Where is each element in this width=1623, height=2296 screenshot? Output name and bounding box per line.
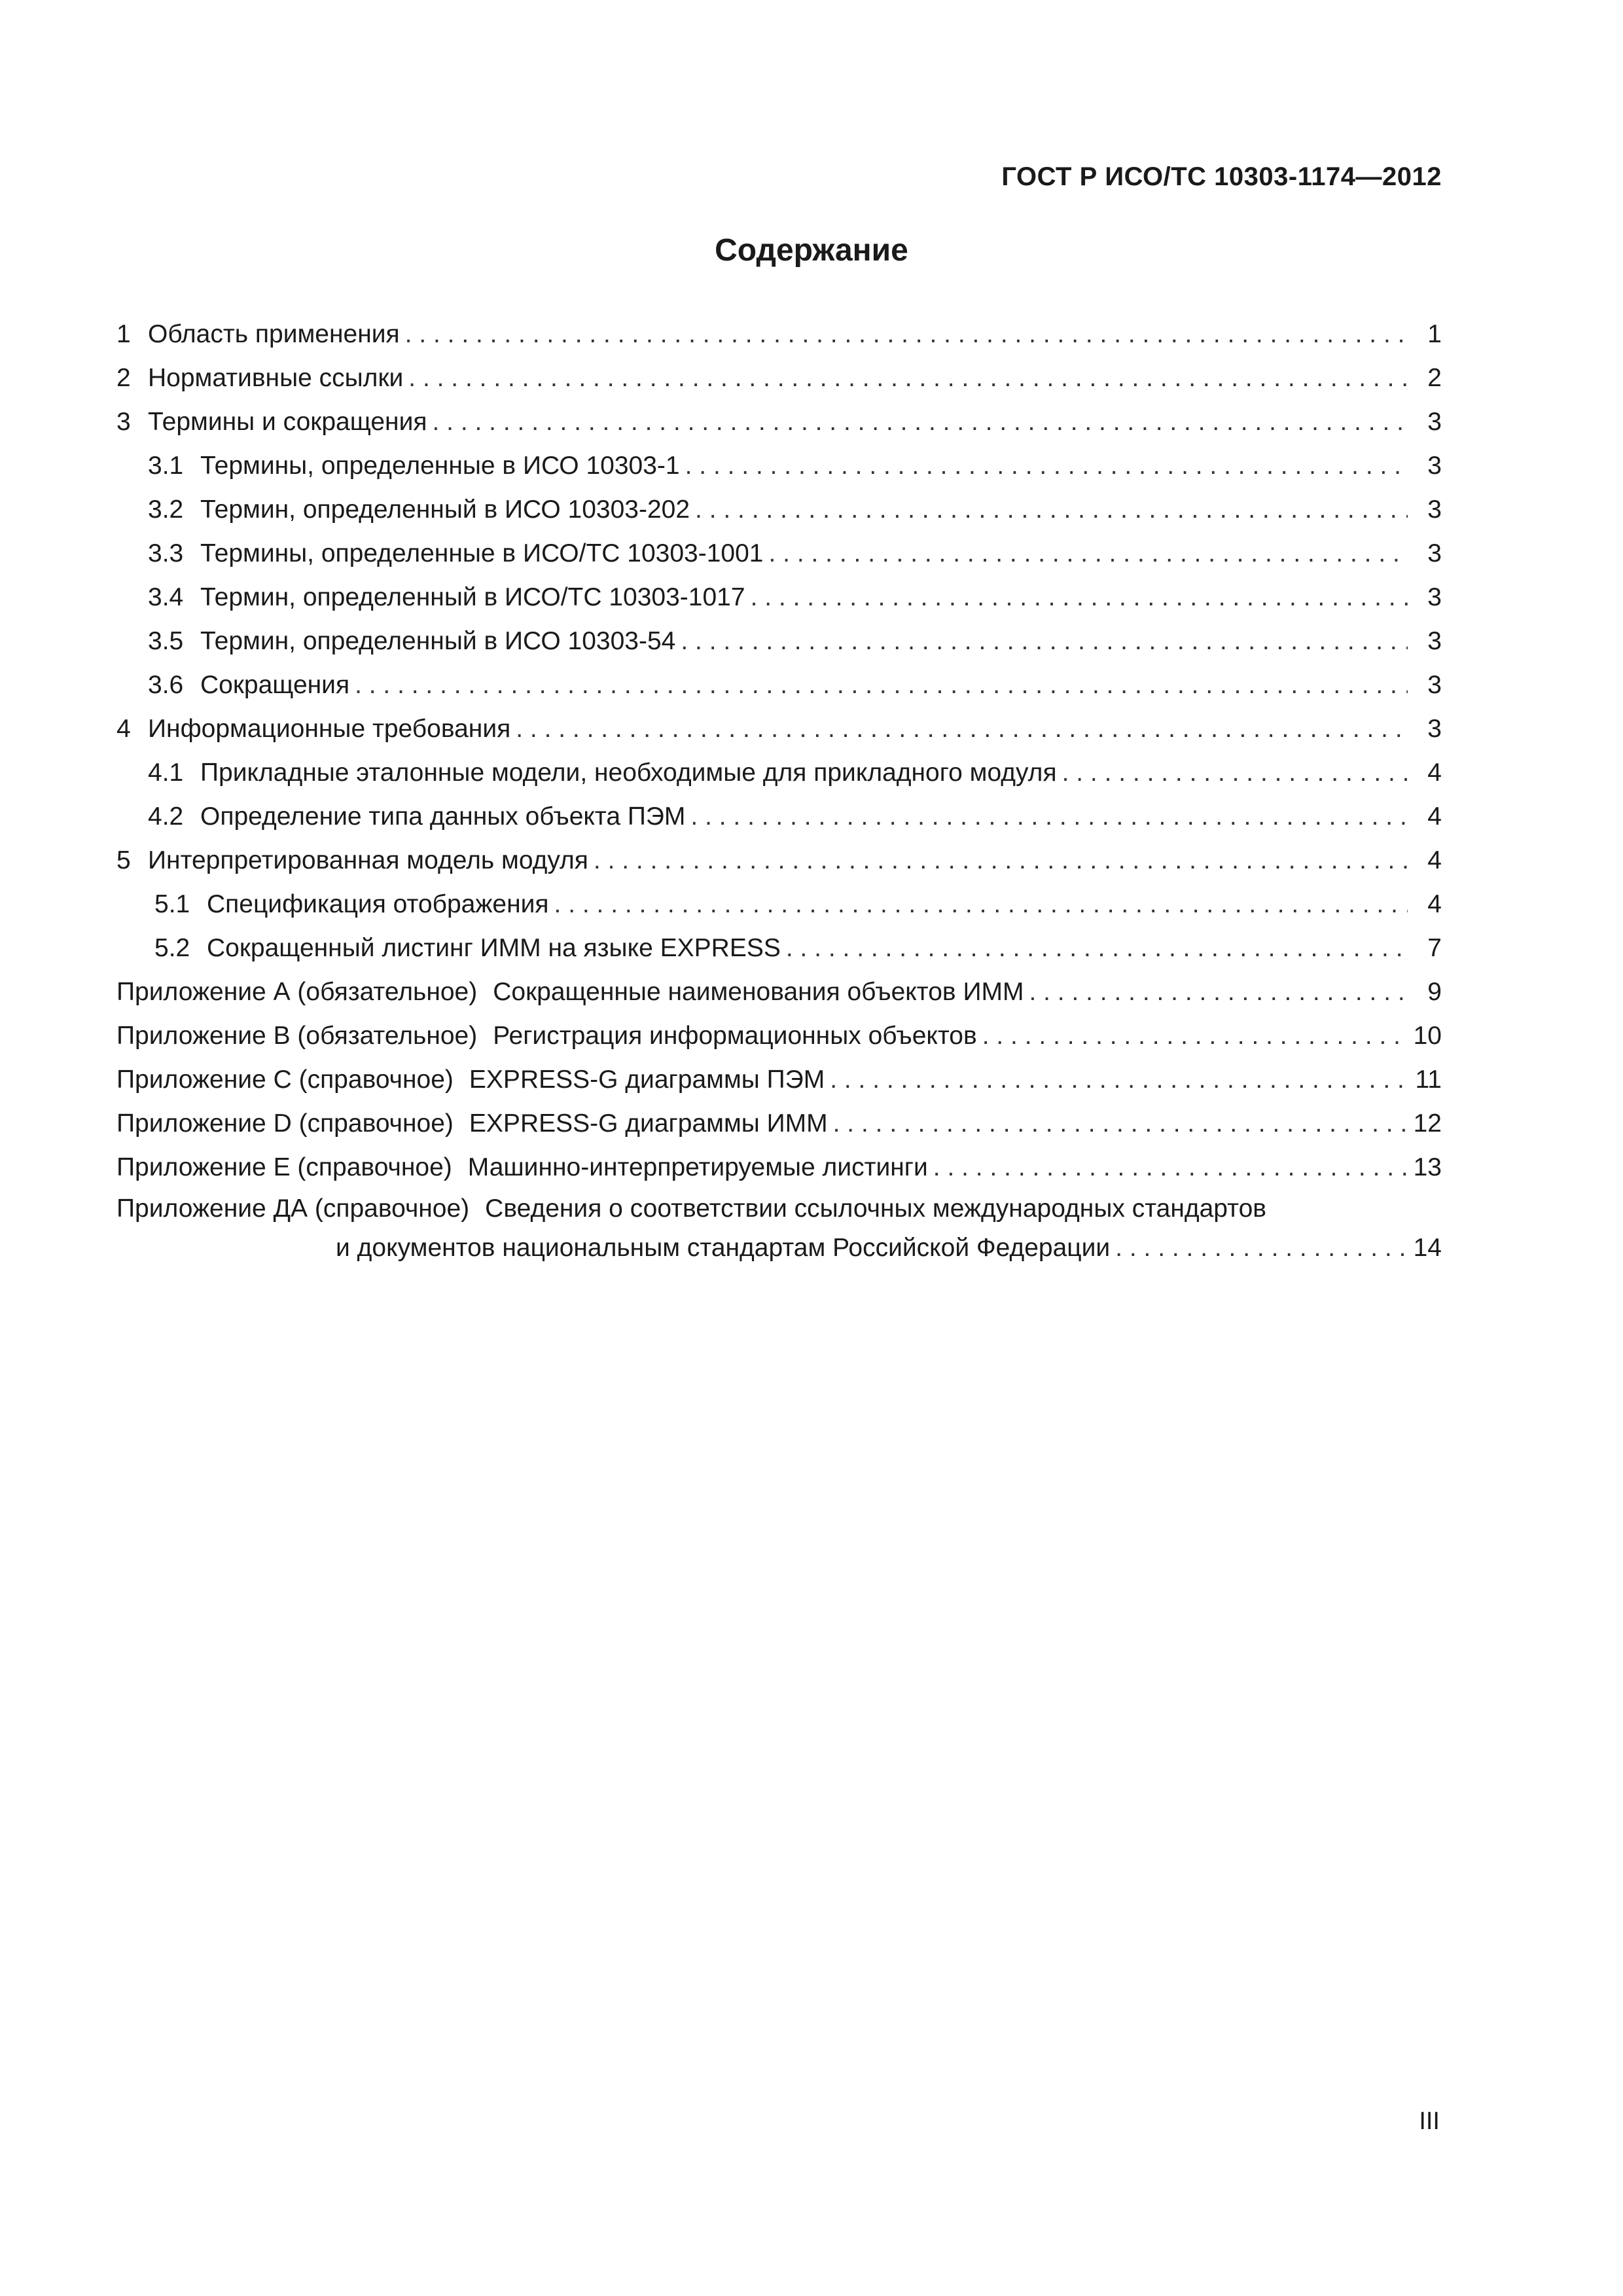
toc-entry-label: Сокращенный листинг ИММ на языке EXPRESS bbox=[207, 934, 781, 962]
toc-entry-number: 5.2 bbox=[154, 934, 190, 962]
toc-leader-dots bbox=[685, 444, 1408, 488]
toc-entry-3-1[interactable] bbox=[116, 444, 1442, 488]
toc-leader-dots bbox=[982, 1014, 1408, 1058]
toc-entry-number: 5 bbox=[116, 846, 131, 874]
toc-entry-page: 4 bbox=[1427, 846, 1442, 874]
toc-entry-5-2[interactable] bbox=[116, 926, 1442, 970]
toc-entry-label: Спецификация отображения bbox=[207, 890, 549, 918]
appendix-label: Сокращенные наименования объектов ИММ bbox=[493, 978, 1024, 1006]
table-of-contents bbox=[116, 312, 1442, 1268]
toc-entry-number: 4.2 bbox=[148, 802, 184, 831]
toc-entry-page: 13 bbox=[1413, 1153, 1442, 1181]
toc-entry-page: 3 bbox=[1427, 627, 1442, 655]
appendix-kind: Приложение В (обязательное) bbox=[116, 1022, 478, 1050]
toc-entry-page: 12 bbox=[1413, 1109, 1442, 1138]
toc-entry-label: Определение типа данных объекта ПЭМ bbox=[200, 802, 686, 831]
toc-entry-label: Термин, определенный в ИСО 10303-54 bbox=[200, 627, 676, 655]
toc-entry-label: Прикладные эталонные модели, необходимые для прикладного модуля bbox=[200, 759, 1057, 787]
toc-entry-page: 10 bbox=[1413, 1022, 1442, 1050]
appendix-label: Регистрация информационных объектов bbox=[493, 1022, 977, 1050]
toc-leader-dots bbox=[405, 312, 1408, 356]
toc-entry-number: 3.3 bbox=[148, 539, 184, 567]
toc-entry-number: 3.4 bbox=[148, 583, 184, 611]
toc-leader-dots bbox=[769, 531, 1408, 575]
appendix-label: EXPRESS-G диаграммы ИММ bbox=[469, 1109, 828, 1138]
toc-entry-page: 4 bbox=[1427, 802, 1442, 831]
toc-leader-dots bbox=[933, 1145, 1408, 1189]
toc-leader-dots bbox=[1115, 1229, 1408, 1268]
toc-appendix-da-line1[interactable] bbox=[116, 1189, 1442, 1229]
toc-entry-page: 3 bbox=[1427, 671, 1442, 699]
toc-leader-dots bbox=[433, 400, 1408, 444]
toc-entry-page: 4 bbox=[1427, 759, 1442, 787]
toc-leader-dots bbox=[681, 619, 1408, 663]
toc-appendix-e[interactable] bbox=[116, 1145, 1442, 1189]
toc-entry-1[interactable] bbox=[116, 312, 1442, 356]
toc-entry-page: 7 bbox=[1427, 934, 1442, 962]
toc-leader-dots bbox=[355, 663, 1408, 707]
toc-entry-page: 14 bbox=[1413, 1234, 1442, 1262]
toc-entry-3-2[interactable] bbox=[116, 488, 1442, 531]
toc-leader-dots bbox=[830, 1058, 1408, 1102]
toc-entry-page: 3 bbox=[1427, 583, 1442, 611]
appendix-kind: Приложение А (обязательное) bbox=[116, 978, 478, 1006]
toc-title: Содержание bbox=[715, 233, 908, 268]
toc-entry-5[interactable] bbox=[116, 838, 1442, 882]
toc-entry-label: Область применения bbox=[148, 320, 400, 348]
toc-entry-4-2[interactable] bbox=[116, 795, 1442, 838]
toc-appendix-da-line2[interactable] bbox=[116, 1229, 1442, 1268]
toc-entry-number: 3.1 bbox=[148, 452, 184, 480]
toc-entry-4-1[interactable] bbox=[116, 751, 1442, 795]
toc-entry-number: 2 bbox=[116, 364, 131, 392]
toc-entry-page: 2 bbox=[1427, 364, 1442, 392]
toc-entry-3[interactable] bbox=[116, 400, 1442, 444]
toc-entry-3-3[interactable] bbox=[116, 531, 1442, 575]
toc-leader-dots bbox=[1062, 751, 1408, 795]
toc-leader-dots bbox=[695, 488, 1408, 531]
appendix-kind: Приложение Е (справочное) bbox=[116, 1153, 452, 1181]
toc-entry-page: 4 bbox=[1427, 890, 1442, 918]
toc-entry-page: 3 bbox=[1427, 539, 1442, 567]
appendix-kind: Приложение D (справочное) bbox=[116, 1109, 454, 1138]
toc-appendix-c[interactable] bbox=[116, 1058, 1442, 1102]
toc-entry-3-4[interactable] bbox=[116, 575, 1442, 619]
toc-appendix-b[interactable] bbox=[116, 1014, 1442, 1058]
toc-entry-number: 3.5 bbox=[148, 627, 184, 655]
appendix-label-line2: и документов национальным стандартам Российской Федерации bbox=[336, 1234, 1111, 1262]
toc-entry-2[interactable] bbox=[116, 356, 1442, 400]
toc-entry-page: 3 bbox=[1427, 715, 1442, 743]
toc-leader-dots bbox=[408, 356, 1408, 400]
toc-entry-label: Термины, определенные в ИСО 10303-1 bbox=[200, 452, 680, 480]
toc-appendix-a[interactable] bbox=[116, 970, 1442, 1014]
toc-entry-page: 9 bbox=[1427, 978, 1442, 1006]
toc-entry-label: Термин, определенный в ИСО/ТС 10303-1017 bbox=[200, 583, 745, 611]
toc-entry-page: 11 bbox=[1415, 1066, 1442, 1094]
toc-entry-3-6[interactable] bbox=[116, 663, 1442, 707]
page-number: III bbox=[1419, 2108, 1440, 2135]
toc-appendix-d[interactable] bbox=[116, 1102, 1442, 1145]
toc-entry-page: 1 bbox=[1427, 320, 1442, 348]
appendix-label-line1: Сведения о соответствии ссылочных международных стандартов bbox=[485, 1194, 1266, 1223]
toc-entry-number: 4 bbox=[116, 715, 131, 743]
appendix-kind: Приложение ДА (справочное) bbox=[116, 1194, 470, 1223]
toc-entry-3-5[interactable] bbox=[116, 619, 1442, 663]
toc-entry-label: Сокращения bbox=[200, 671, 350, 699]
toc-leader-dots bbox=[786, 926, 1408, 970]
toc-entry-number: 3.6 bbox=[148, 671, 184, 699]
toc-leader-dots bbox=[554, 882, 1408, 926]
toc-entry-5-1[interactable] bbox=[116, 882, 1442, 926]
appendix-kind: Приложение С (справочное) bbox=[116, 1066, 454, 1094]
toc-entry-label: Термины, определенные в ИСО/ТС 10303-1001 bbox=[200, 539, 764, 567]
toc-entry-label: Термин, определенный в ИСО 10303-202 bbox=[200, 495, 690, 524]
toc-leader-dots bbox=[1029, 970, 1408, 1014]
toc-entry-4[interactable] bbox=[116, 707, 1442, 751]
toc-leader-dots bbox=[751, 575, 1408, 619]
toc-entry-label: Информационные требования bbox=[148, 715, 511, 743]
toc-entry-label: Интерпретированная модель модуля bbox=[148, 846, 588, 874]
toc-leader-dots bbox=[690, 795, 1408, 838]
toc-entry-label: Термины и сокращения bbox=[148, 408, 427, 436]
toc-entry-number: 1 bbox=[116, 320, 131, 348]
toc-entry-page: 3 bbox=[1427, 452, 1442, 480]
toc-leader-dots bbox=[594, 838, 1408, 882]
toc-entry-number: 4.1 bbox=[148, 759, 184, 787]
toc-entry-number: 3.2 bbox=[148, 495, 184, 524]
toc-leader-dots bbox=[833, 1102, 1408, 1145]
toc-entry-page: 3 bbox=[1427, 495, 1442, 524]
toc-entry-label: Нормативные ссылки bbox=[148, 364, 404, 392]
appendix-label: Машинно-интерпретируемые листинги bbox=[467, 1153, 928, 1181]
appendix-label: EXPRESS-G диаграммы ПЭМ bbox=[469, 1066, 825, 1094]
document-code: ГОСТ Р ИСО/ТС 10303-1174—2012 bbox=[1001, 162, 1442, 191]
toc-entry-number: 3 bbox=[116, 408, 131, 436]
toc-entry-page: 3 bbox=[1427, 408, 1442, 436]
toc-leader-dots bbox=[516, 707, 1408, 751]
toc-entry-number: 5.1 bbox=[154, 890, 190, 918]
